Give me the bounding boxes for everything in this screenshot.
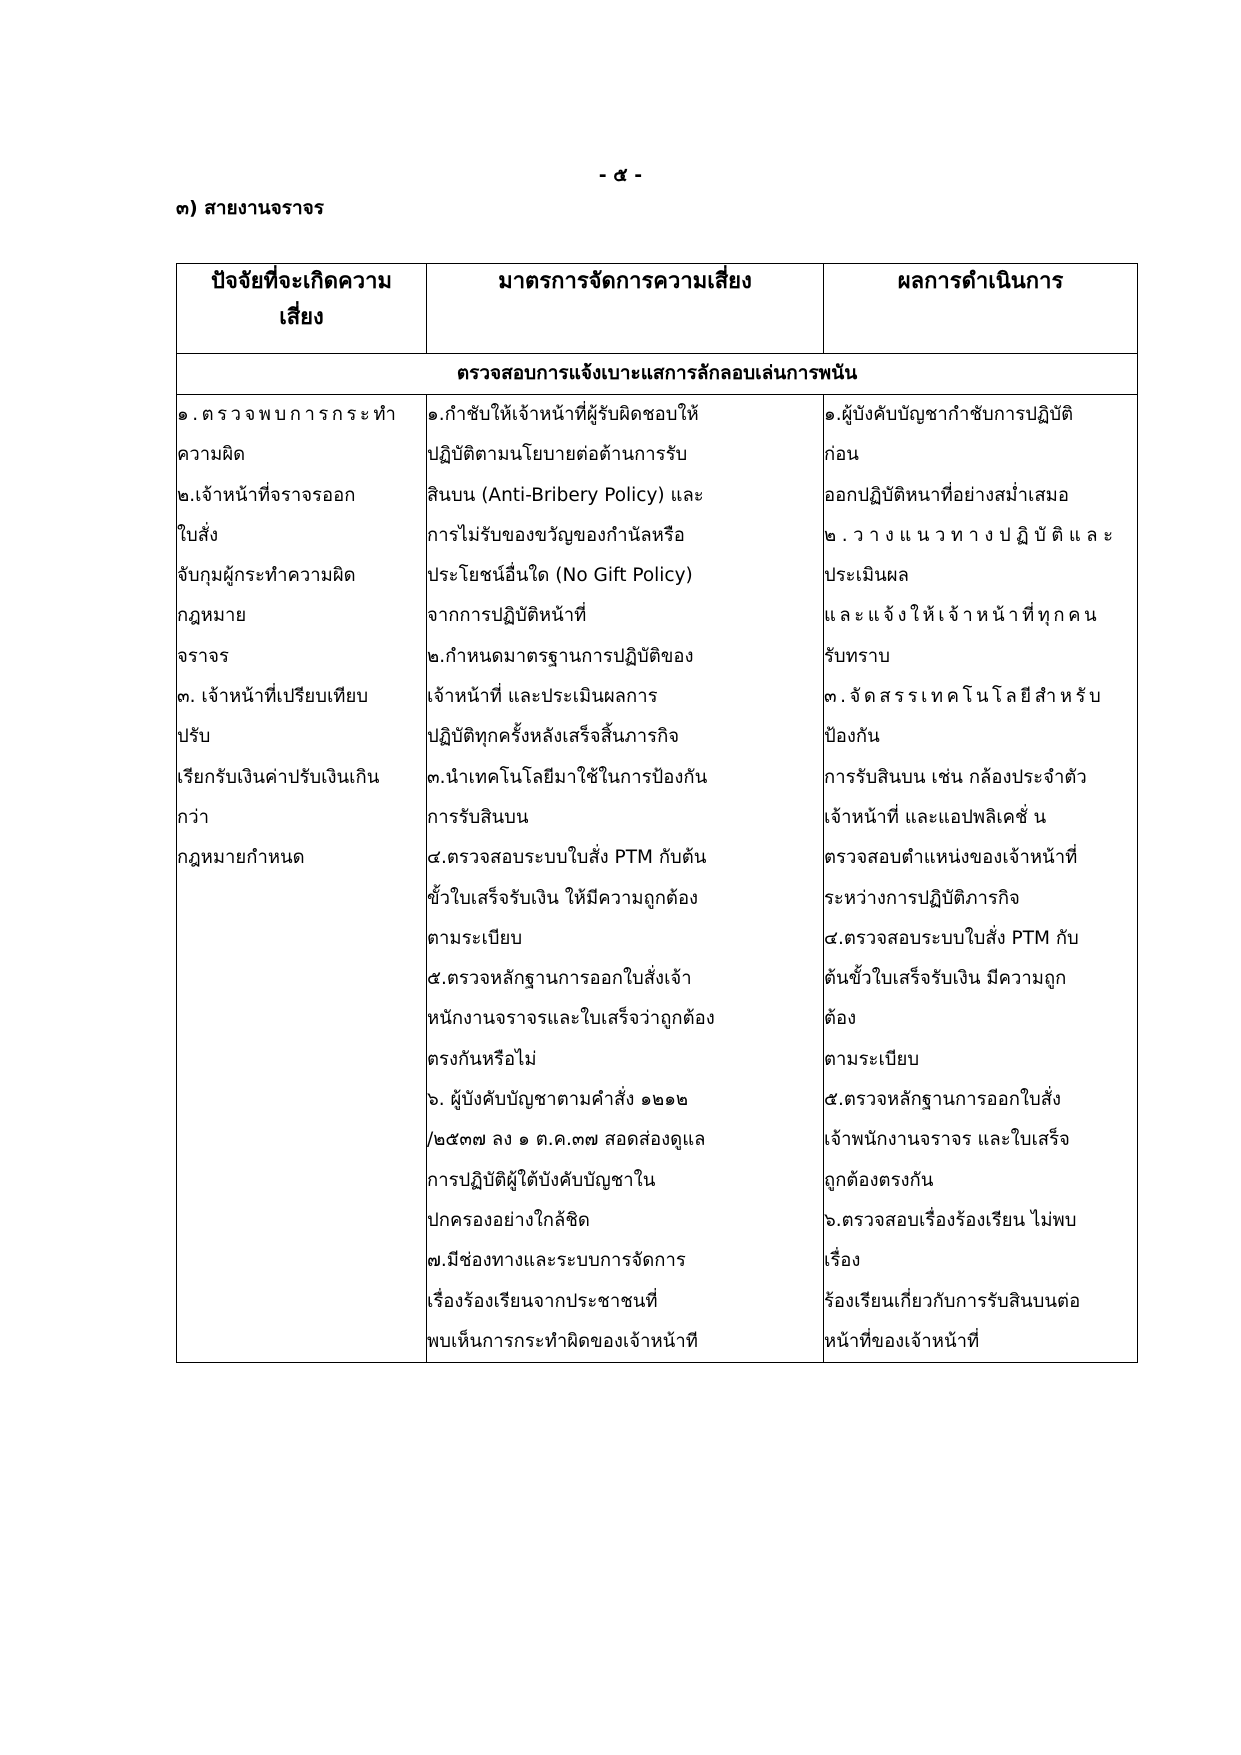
result-line: ๕.ตรวจหลักฐานการออกใบสั่ง [824,1089,1062,1111]
result-line: ๒.วางแนวทางปฏิบัติและ [824,524,1119,546]
header-risk-factors: ปัจจัยที่จะเกิดความเสี่ยง [177,264,427,354]
result-line: ระหว่างการปฏิบัติภารกิจ [824,887,1020,909]
result-line: ถูกต้องตรงกัน [824,1169,934,1191]
risk-factor-line: จราจร [177,645,229,667]
measure-line: เรื่องร้องเรียนจากประชาชนที่ [427,1290,658,1312]
measure-line: ปกครองอย่างใกล้ชิด [427,1209,590,1231]
result-line: ๑.ผู้บังคับบัญชากำชับการปฏิบัติ [824,404,1074,425]
measure-line: ปฏิบัติทุกครั้งหลังเสร็จสิ้นภารกิจ [427,726,680,748]
result-line: ก่อน [824,444,859,466]
header-results: ผลการดำเนินการ [824,264,1138,354]
measure-line: จากการปฏิบัติหน้าที่ [427,605,587,627]
measure-line: ๕.ตรวจหลักฐานการออกใบสั่งเจ้า [427,968,692,990]
measure-line: ๑.กำชับให้เจ้าหน้าที่ผู้รับผิดชอบให้ [427,404,699,425]
measure-line: /๒๕๓๗ ลง ๑ ต.ค.๓๗ สอดส่องดูแล [427,1129,706,1151]
result-line: ๓.จัดสรรเทคโนโลยีสำหรับ [824,686,1105,708]
results-cell [824,395,1138,1363]
result-line: ประเมินผล [824,565,909,587]
risk-factor-line: ใบสั่ง [177,524,219,546]
measure-line: สินบน (Anti-Bribery Policy) และ [427,484,704,506]
measure-line: ๒.กำหนดมาตรฐานการปฏิบัติของ [427,645,694,667]
header-row [177,264,1138,354]
risk-factor-line: กฎหมาย [177,605,247,627]
result-line: ร้องเรียนเกี่ยวกับการรับสินบนต่อ [824,1290,1081,1312]
result-line: การรับสินบน เช่น กล้องประจำตัว [824,766,1087,788]
measure-line: ปฏิบัติตามนโยบายต่อต้านการรับ [427,444,688,466]
result-line: ๔.ตรวจสอบระบบใบสั่ง PTM กับ [824,927,1079,949]
page-number: - ๕ - [598,164,643,186]
result-line: ต้นขั้วใบเสร็จรับเงิน มีความถูก [824,968,1067,990]
result-line: และแจ้งให้เจ้าหน้าที่ทุกคน [824,605,1101,627]
subheader-gambling-check: ตรวจสอบการแจ้งเบาะแสการลักลอบเล่นการพนัน [177,354,1138,395]
measure-line: ๖. ผู้บังคับบัญชาตามคำสั่ง ๑๒๑๒ [427,1089,689,1111]
header-measures: มาตรการจัดการความเสี่ยง [427,264,824,354]
measure-line: ๓.นำเทคโนโลยีมาใช้ในการป้องกัน [427,766,708,788]
risk-factor-line: จับกุมผู้กระทำความผิด [177,565,356,587]
risk-factors-cell [177,395,427,1363]
result-line: ๖.ตรวจสอบเรื่องร้องเรียน ไม่พบ [824,1209,1077,1231]
section-heading: ๓) สายงานจราจร [176,197,324,219]
measures-cell [427,395,824,1363]
measure-line: หนักงานจราจรและใบเสร็จว่าถูกต้อง [427,1008,715,1030]
risk-factor-line: ๒.เจ้าหน้าที่จราจรออก [177,484,356,506]
measure-line: ตรงกันหรือไม่ [427,1048,537,1070]
result-line: เจ้าหน้าที่ และแอปพลิเคชั่ น [824,806,1047,828]
result-line: ป้องกัน [824,726,880,748]
result-line: หน้าที่ของเจ้าหน้าที่ [824,1330,980,1352]
result-line: ตามระเบียบ [824,1048,920,1070]
measure-line: เจ้าหน้าที่ และประเมินผลการ [427,686,658,708]
subheader-row [177,354,1138,395]
risk-factor-line: ๓. เจ้าหน้าที่เปรียบเทียบ [177,686,369,708]
result-line: เรื่อง [824,1250,861,1272]
measure-line: ตามระเบียบ [427,927,523,949]
risk-factor-line: กว่า [177,806,209,828]
measure-line: พบเห็นการกระทำผิดของเจ้าหน้าที [427,1330,698,1352]
risk-factor-line: เรียกรับเงินค่าปรับเงินเกิน [177,766,380,788]
risk-factor-line: ปรับ [177,726,211,748]
risk-factor-line: ความผิด [177,444,246,466]
risk-table [176,263,1138,1363]
measure-line: ๔.ตรวจสอบระบบใบสั่ง PTM กับต้น [427,847,707,869]
measure-line: ๗.มีช่องทางและระบบการจัดการ [427,1250,686,1272]
result-line: ต้อง [824,1008,857,1030]
risk-factor-line: ๑.ตรวจพบการกระทำ [177,404,400,425]
result-line: ตรวจสอบตำแหน่งของเจ้าหน้าที่ [824,847,1078,869]
measure-line: การไม่รับของขวัญของกำนัลหรือ [427,524,685,546]
table-row [177,395,1138,1363]
result-line: ออกปฏิบัติหนาที่อย่างสม่ำเสมอ [824,484,1069,506]
result-line: เจ้าพนักงานจราจร และใบเสร็จ [824,1129,1070,1151]
result-line: รับทราบ [824,645,890,667]
measure-line: การรับสินบน [427,806,529,828]
risk-factor-line: กฎหมายกำหนด [177,847,305,869]
measure-line: การปฏิบัติผู้ใต้บังคับบัญชาใน [427,1169,656,1191]
measure-line: ขั้วใบเสร็จรับเงิน ให้มีความถูกต้อง [427,887,699,909]
measure-line: ประโยชน์อื่นใด (No Gift Policy) [427,565,693,587]
